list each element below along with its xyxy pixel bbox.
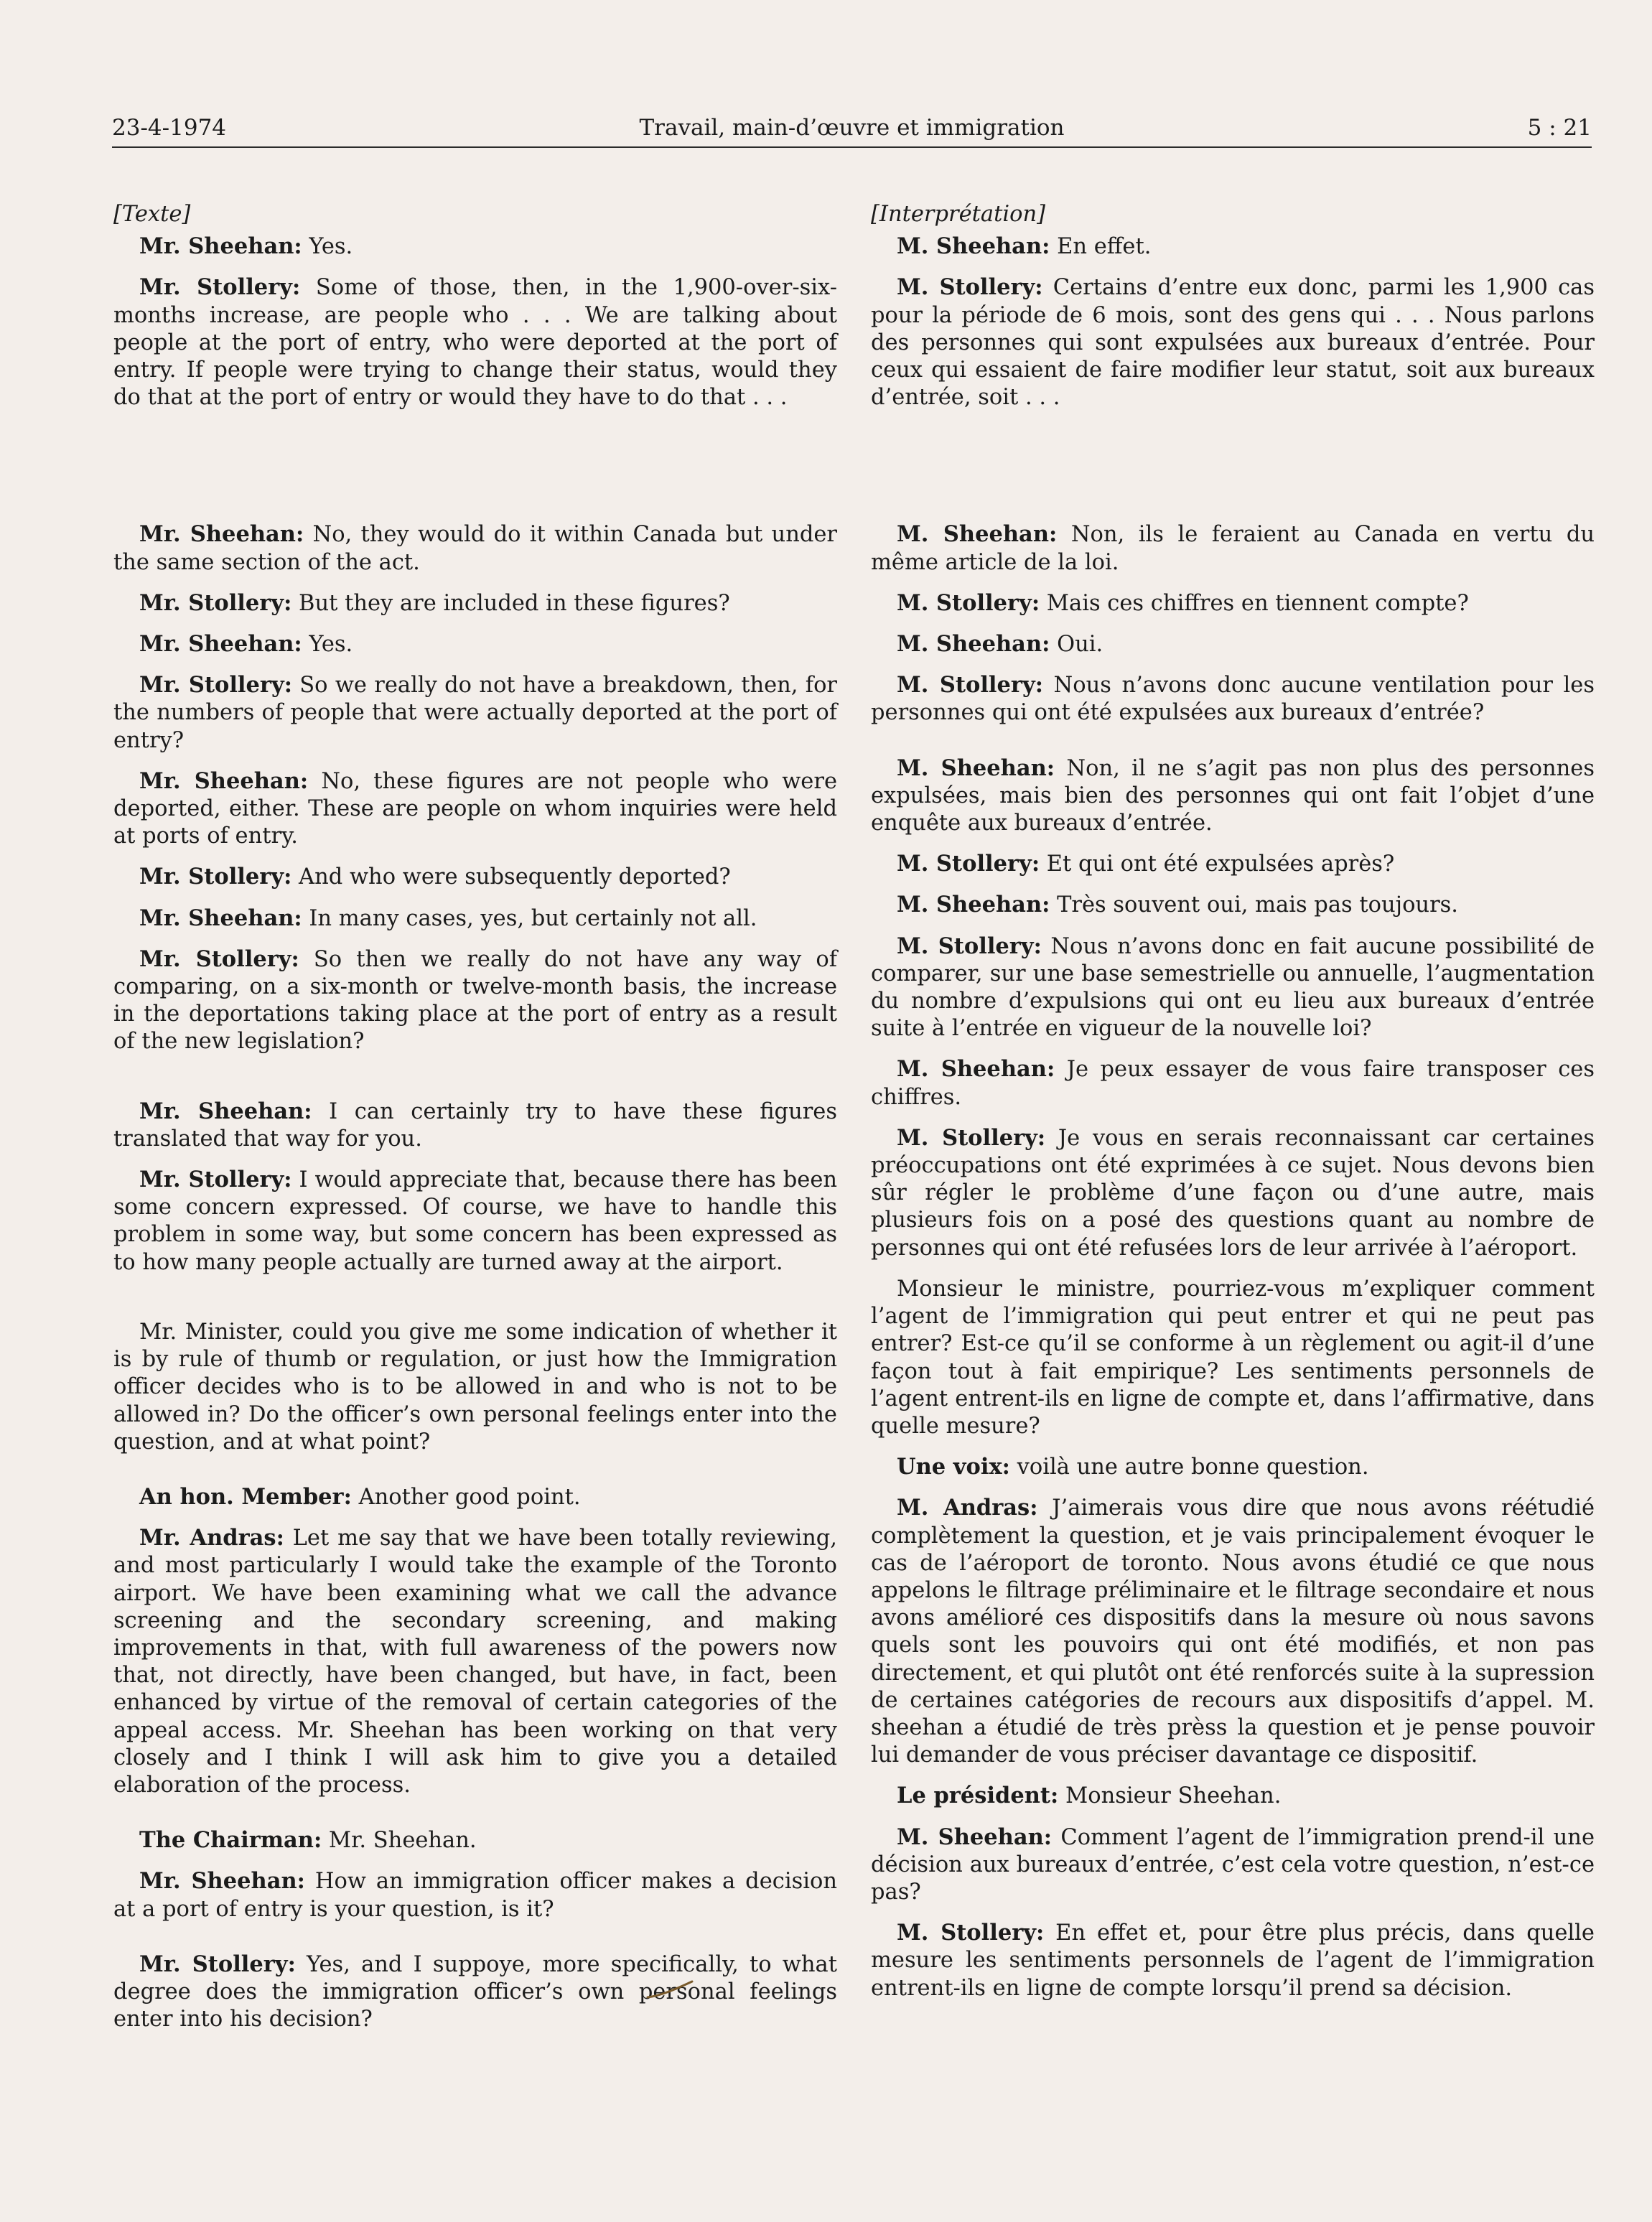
column-gap xyxy=(871,740,1595,755)
speaker-name: M. Sheehan: xyxy=(897,892,1050,918)
paragraph xyxy=(871,1275,1595,1440)
header-date: 23-4-1974 xyxy=(112,115,227,141)
paragraph xyxy=(871,1453,1595,1481)
speech-text: How an immigration officer makes a decision at a port of entry is your question, is it? xyxy=(113,1869,837,1922)
speaker-name: Mr. Andras: xyxy=(139,1525,284,1551)
pen-tick-mark xyxy=(645,1979,695,2000)
speaker-name: Mr. Sheehan: xyxy=(139,905,302,931)
paragraph xyxy=(113,1826,837,1854)
paragraph xyxy=(113,946,837,1056)
speech-text: J’aimerais vous dire que nous avons réétudié complètement la question, et je vais principalement évoquer le cas de l’aéroport de toronto. Nous avons étudié ce que nous appelons le filtrage préliminaire et le filtrage secondaire et nous avons amélioré ces dispositifs dans la mesure où nous savons quels sont les pouvoirs qui ont été modifiés, et non pas directement, et qui plutôt ont été renforcés suite à la supression de certaines catégories de recours aux dispositifs d’appel. M. sheehan a étudié de très prèss la question et je pense pouvoir lui demander de vous préciser davantage ce dispositif. xyxy=(871,1495,1595,1768)
speaker-name: M. Stollery: xyxy=(897,1920,1045,1946)
header-page-number: 5 : 21 xyxy=(1527,115,1592,141)
speaker-name: Mr. Stollery: xyxy=(139,672,292,699)
paragraph xyxy=(871,671,1595,727)
speaker-name: Mr. Sheehan: xyxy=(139,521,304,548)
speech-text: No, they would do it within Canada but under the same section of the act. xyxy=(113,522,837,575)
column-tag: [Interprétation] xyxy=(871,202,1045,227)
paragraph xyxy=(113,1098,837,1153)
header-title: Travail, main-d’œuvre et immigration xyxy=(639,115,1065,141)
speech-text: And who were subsequently deported? xyxy=(291,864,731,890)
speaker-name: Mr. Stollery: xyxy=(139,1167,292,1193)
paragraph xyxy=(871,1782,1595,1810)
speech-text: En effet et, pour être plus précis, dans quelle mesure les sentiments personnels de l’agent de l’immigration entrent-ils en ligne de compte lorsqu’il prend sa décision. xyxy=(871,1920,1595,2001)
speech-text: Nous n’avons donc en fait aucune possibilité de comparer, sur une base semestrielle ou annuelle, l’augmentation du nombre d’expulsions qui ont eu lieu aux bureaux d’entrée suite à l’entrée en vigueur de la nouvelle loi? xyxy=(871,933,1595,1042)
paragraph xyxy=(871,1919,1595,2002)
speech-text: Let me say that we have been totally reviewing, and most particularly I would take the example of the Toronto airport. We have been examining what we call the advance screening and the secondary screening, and making improvements in that, with full awareness of the powers now that, not directly, have been changed, but have, in fact, been enhanced by virtue of the removal of certain categories of the appeal access. Mr. Sheehan has been working on that very closely and I think I will ask him to give you a detailed elaboration of the process. xyxy=(113,1526,837,1798)
speaker-name: M. Stollery: xyxy=(897,274,1043,301)
paragraph xyxy=(113,274,837,411)
speaker-name: An hon. Member: xyxy=(139,1483,352,1510)
speech-text: Très souvent oui, mais pas toujours. xyxy=(1050,892,1459,918)
speaker-name: M. Sheehan: xyxy=(897,755,1055,781)
speech-text: Je vous en serais reconnaissant car certaines préoccupations ont été exprimées à ce sujet. Nous devons bien sûr régler le problème d’une façon ou d’une autre, mais plusieurs fois on a posé des questions quant au nombre de personnes qui ont été refusées lors de leur arrivée à l’aéroport. xyxy=(871,1125,1595,1261)
speech-text: Non, il ne s’agit pas non plus des personnes expulsées, mais bien des personnes qui ont fait l’objet d’une enquête aux bureaux d’entrée. xyxy=(871,755,1595,836)
paragraph xyxy=(113,630,837,658)
speech-text: En effet. xyxy=(1050,234,1152,260)
paragraph xyxy=(871,850,1595,878)
paragraph xyxy=(871,755,1595,838)
speaker-name: Une voix: xyxy=(897,1454,1010,1480)
paragraph xyxy=(113,521,837,576)
speaker-name: M. Sheehan: xyxy=(897,1056,1055,1083)
speech-text: No, these figures are not people who were deported, either. These are people on whom inquiries were held at ports of entry. xyxy=(113,768,837,849)
column-gap xyxy=(113,1812,837,1826)
speech-text: Comment l’agent de l’immigration prend-il une décision aux bureaux d’entrée, c’est cela votre question, n’est-ce pas? xyxy=(871,1824,1595,1905)
speaker-name: Le président: xyxy=(897,1783,1059,1809)
speech-text: Mr. Minister, could you give me some indication of whether it is by rule of thumb or regulation, or just how the Immigration officer decides who is to be allowed in and who is not to be allowed in? Do the officer’s own personal feelings enter into the question, and at what point? xyxy=(113,1319,837,1455)
speech-text: Yes. xyxy=(302,234,353,260)
paragraph xyxy=(113,905,837,933)
paragraph xyxy=(113,671,837,755)
column-gap xyxy=(871,424,1595,521)
speech-text: So we really do not have a breakdown, then, for the numbers of people that were actually deported at the port of entry? xyxy=(113,673,838,753)
paragraph xyxy=(871,274,1595,411)
speech-text: Some of those, then, in the 1,900-over-six-months increase, are people who . . . We are talking about people at the port of entry, who were deported at the port of entry. If people were trying to change their status, would they do that at the port of entry or would they have to do that . . . xyxy=(113,275,837,411)
paragraph xyxy=(113,1318,837,1456)
english-column xyxy=(113,201,837,2046)
paragraph xyxy=(113,863,837,891)
speaker-name: Mr. Sheehan: xyxy=(139,1098,312,1124)
speaker-name: M. Sheehan: xyxy=(897,1824,1053,1850)
speech-text: Nous n’avons donc aucune ventilation pour les personnes qui ont été expulsées aux bureaux d’entrée? xyxy=(871,673,1595,726)
speaker-name: Mr. Sheehan: xyxy=(139,1868,305,1895)
speaker-name: M. Stollery: xyxy=(897,851,1040,877)
speaker-name: The Chairman: xyxy=(139,1827,322,1854)
speech-text: Oui. xyxy=(1050,632,1103,658)
column-tag: [Texte] xyxy=(113,202,191,227)
speech-text: Monsieur Sheehan. xyxy=(1058,1783,1282,1809)
header-rule xyxy=(112,146,1592,148)
column-gap xyxy=(113,1289,837,1318)
column-gap xyxy=(113,1936,837,1951)
speech-text: In many cases, yes, but certainly not all. xyxy=(302,905,757,931)
paragraph xyxy=(113,589,837,617)
paragraph xyxy=(871,933,1595,1043)
paragraph xyxy=(871,1124,1595,1262)
speaker-name: M. Stollery: xyxy=(897,672,1043,699)
speaker-name: M. Stollery: xyxy=(897,589,1040,616)
paragraph xyxy=(113,1951,837,2034)
paragraph xyxy=(871,630,1595,658)
speech-text: Certains d’entre eux donc, parmi les 1,900 cas pour la période de 6 mois, sont des gens qui . . . Nous parlons des personnes qui sont expulsées aux bureaux d’entrée. Pour ceux qui essaient de faire modifier leur statut, soit aux bureaux d’entrée, soit . . . xyxy=(871,275,1595,411)
column-gap xyxy=(113,1469,837,1483)
speech-text: Yes. xyxy=(302,632,353,658)
speaker-name: Mr. Sheehan: xyxy=(139,767,309,794)
column-gap xyxy=(113,424,837,521)
speech-text: Et qui ont été expulsées après? xyxy=(1040,851,1395,877)
speaker-name: Mr. Stollery: xyxy=(139,274,301,301)
speech-text: I can certainly try to have these figures translated that way for you. xyxy=(113,1098,837,1152)
speech-text: voilà une autre bonne question. xyxy=(1009,1455,1369,1480)
speech-text: So then we really do not have any way of comparing, on a six-month or twelve-month basis, the increase in the deportations taking place at the port of entry as a result of the new legislation? xyxy=(113,946,837,1055)
speaker-name: M. Andras: xyxy=(897,1495,1038,1521)
paragraph xyxy=(871,1055,1595,1111)
speaker-name: M. Stollery: xyxy=(897,1124,1046,1151)
paragraph xyxy=(113,1867,837,1923)
running-header xyxy=(112,115,1592,145)
paragraph xyxy=(871,1824,1595,1907)
paragraph xyxy=(113,1524,837,1799)
column-gap xyxy=(113,1069,837,1098)
speaker-name: Mr. Sheehan: xyxy=(139,631,302,658)
speech-text: Monsieur le ministre, pourriez-vous m’expliquer comment l’agent de l’immigration qui peut entrer et qui ne peut pas entrer? Est-ce qu’il se conforme à un règlement ou agit-il d’une façon tout à fait empirique? Les sentiments personnels de l’agent entrent-ils en ligne de compte et, dans l’affirmative, dans quelle mesure? xyxy=(871,1276,1595,1439)
speech-text: Yes, and I suppoye, more specifically, to what degree does the immigration officer’s own personal feelings enter into his decision? xyxy=(113,1951,837,2032)
french-column xyxy=(871,201,1595,2015)
paragraph xyxy=(871,1494,1595,1769)
speaker-name: Mr. Stollery: xyxy=(139,589,292,616)
speaker-name: M. Sheehan: xyxy=(897,521,1058,548)
paragraph xyxy=(871,589,1595,617)
paragraph xyxy=(113,767,837,851)
speaker-name: Mr. Stollery: xyxy=(139,946,299,972)
speech-text: But they are included in these figures? xyxy=(291,590,730,616)
speech-text: Mr. Sheehan. xyxy=(322,1828,477,1854)
paragraph xyxy=(113,1483,837,1511)
speech-text: I would appreciate that, because there has been some concern expressed. Of course, we have to handle this problem in some way, but some concern has been expressed as to how many people actually are turned away at the airport. xyxy=(113,1167,838,1275)
speaker-name: Mr. Sheehan: xyxy=(139,233,302,260)
paragraph xyxy=(871,521,1595,576)
paragraph xyxy=(113,233,837,261)
speech-text: Non, ils le feraient au Canada en vertu du même article de la loi. xyxy=(871,522,1595,575)
paragraph xyxy=(871,233,1595,261)
speaker-name: M. Sheehan: xyxy=(897,233,1050,260)
speaker-name: M. Stollery: xyxy=(897,933,1042,959)
speaker-name: M. Sheehan: xyxy=(897,631,1050,658)
paragraph xyxy=(871,891,1595,919)
speaker-name: Mr. Stollery: xyxy=(139,864,292,890)
speech-text: Another good point. xyxy=(351,1484,581,1510)
speaker-name: Mr. Stollery: xyxy=(139,1951,296,1977)
speech-text: Mais ces chiffres en tiennent compte? xyxy=(1040,590,1469,616)
speech-text: Je peux essayer de vous faire transposer ces chiffres. xyxy=(871,1057,1595,1110)
paragraph xyxy=(113,1166,837,1276)
